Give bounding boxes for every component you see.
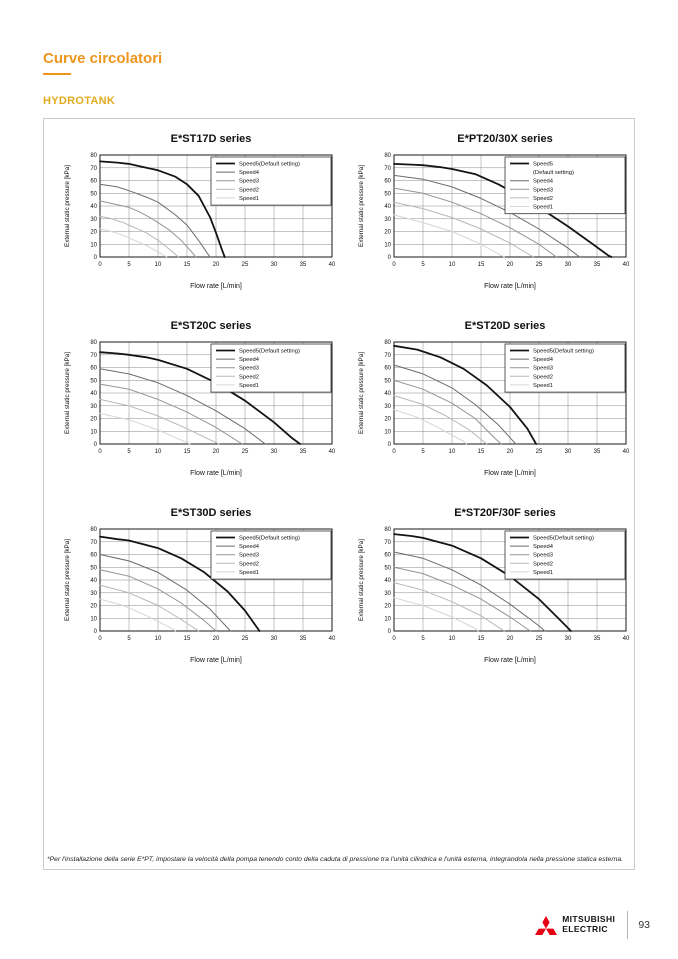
page-subtitle: HYDROTANK	[43, 95, 116, 107]
svg-text:70: 70	[90, 352, 97, 359]
svg-text:Speed3: Speed3	[533, 187, 553, 194]
svg-text:Speed4: Speed4	[239, 544, 259, 551]
chart-canvas	[352, 148, 632, 292]
svg-text:Speed5(Default setting): Speed5(Default setting)	[533, 535, 594, 542]
svg-text:35: 35	[299, 449, 307, 455]
brand	[535, 915, 615, 935]
svg-text:60: 60	[384, 552, 391, 559]
svg-text:70: 70	[384, 165, 391, 172]
svg-text:0: 0	[392, 449, 396, 455]
svg-text:Speed1: Speed1	[239, 569, 259, 576]
footnote: *Per l'installazione della serie E*PT, impostare la velocità della pompa tenendo conto della caduta di pressione tra l'unità cilindrica e l'unità esterna, integrandola nella pressione statica esterna.	[47, 855, 624, 863]
svg-text:40: 40	[384, 204, 391, 210]
chart-canvas	[58, 148, 338, 292]
chart-est17d	[58, 127, 338, 292]
chart-plot	[58, 522, 338, 666]
svg-text:Speed1: Speed1	[533, 204, 553, 211]
svg-text:Speed1: Speed1	[533, 382, 553, 389]
svg-text:0: 0	[392, 636, 396, 642]
page-footer	[535, 911, 650, 939]
svg-text:60: 60	[384, 178, 391, 185]
chart-est20d	[352, 314, 632, 479]
mitsubishi-logo-icon	[535, 916, 557, 935]
svg-text:Speed3: Speed3	[533, 552, 553, 559]
svg-text:5: 5	[127, 636, 131, 642]
chart-plot	[352, 522, 632, 666]
svg-text:Speed3: Speed3	[239, 365, 259, 372]
svg-text:80: 80	[384, 340, 391, 346]
svg-text:80: 80	[90, 340, 97, 346]
title-underline	[43, 73, 71, 75]
svg-text:Flow rate [L/min]: Flow rate [L/min]	[484, 283, 536, 290]
svg-text:0: 0	[387, 255, 391, 261]
svg-text:25: 25	[535, 449, 543, 455]
svg-text:Speed1: Speed1	[533, 569, 553, 576]
svg-text:0: 0	[98, 636, 102, 642]
svg-text:50: 50	[90, 191, 97, 198]
svg-text:Speed1: Speed1	[239, 382, 259, 389]
svg-text:80: 80	[90, 153, 97, 159]
svg-text:20: 20	[506, 262, 514, 268]
svg-text:15: 15	[477, 636, 485, 642]
svg-text:40: 40	[328, 262, 336, 268]
svg-text:External static pressure [kPa]: External static pressure [kPa]	[64, 539, 71, 621]
svg-text:5: 5	[421, 449, 425, 455]
svg-text:Speed2: Speed2	[239, 187, 259, 194]
svg-text:20: 20	[90, 603, 97, 610]
svg-text:35: 35	[593, 449, 601, 455]
svg-text:15: 15	[477, 262, 485, 268]
svg-text:Speed2: Speed2	[239, 561, 259, 568]
svg-text:10: 10	[90, 429, 97, 436]
svg-text:80: 80	[384, 153, 391, 159]
svg-text:30: 30	[384, 590, 391, 597]
svg-text:0: 0	[392, 262, 396, 268]
brand-name	[562, 915, 615, 935]
svg-text:35: 35	[593, 262, 601, 268]
svg-text:External static pressure [kPa]: External static pressure [kPa]	[358, 352, 365, 434]
svg-text:Speed3: Speed3	[533, 365, 553, 372]
svg-text:20: 20	[212, 636, 220, 642]
svg-text:20: 20	[384, 603, 391, 610]
chart-canvas	[58, 522, 338, 666]
svg-text:0: 0	[387, 442, 391, 448]
svg-text:10: 10	[90, 242, 97, 249]
svg-text:5: 5	[127, 262, 131, 268]
svg-text:Speed2: Speed2	[533, 561, 553, 568]
svg-text:15: 15	[477, 449, 485, 455]
svg-text:20: 20	[506, 636, 514, 642]
svg-text:35: 35	[299, 636, 307, 642]
svg-text:10: 10	[448, 636, 456, 642]
svg-text:Speed5(Default setting): Speed5(Default setting)	[239, 161, 300, 168]
svg-text:40: 40	[384, 578, 391, 584]
svg-text:Speed5(Default setting): Speed5(Default setting)	[239, 348, 300, 355]
chart-canvas	[58, 335, 338, 479]
svg-text:40: 40	[384, 391, 391, 397]
svg-text:40: 40	[622, 636, 630, 642]
svg-text:30: 30	[270, 636, 278, 642]
svg-text:50: 50	[90, 378, 97, 385]
svg-text:35: 35	[299, 262, 307, 268]
page-header	[43, 50, 162, 107]
svg-text:Speed5(Default setting): Speed5(Default setting)	[239, 535, 300, 542]
brand-name-line1: MITSUBISHI	[562, 914, 616, 925]
svg-text:20: 20	[212, 449, 220, 455]
svg-text:10: 10	[90, 616, 97, 623]
page-number: 93	[638, 919, 650, 931]
svg-text:30: 30	[270, 449, 278, 455]
svg-text:30: 30	[90, 216, 97, 223]
svg-text:30: 30	[564, 449, 572, 455]
svg-text:15: 15	[183, 636, 191, 642]
svg-text:(Default setting): (Default setting)	[533, 170, 574, 177]
svg-text:Speed5: Speed5	[533, 161, 553, 168]
svg-text:0: 0	[98, 449, 102, 455]
svg-text:10: 10	[384, 242, 391, 249]
svg-text:10: 10	[448, 449, 456, 455]
chart-plot	[58, 335, 338, 479]
svg-text:Speed4: Speed4	[533, 178, 553, 185]
svg-text:20: 20	[384, 416, 391, 423]
svg-text:10: 10	[154, 262, 162, 268]
charts-grid	[44, 119, 634, 666]
svg-text:External static pressure [kPa]: External static pressure [kPa]	[358, 165, 365, 247]
svg-text:30: 30	[384, 403, 391, 410]
svg-text:Flow rate [L/min]: Flow rate [L/min]	[190, 657, 242, 664]
svg-text:50: 50	[384, 378, 391, 385]
svg-text:Speed2: Speed2	[239, 374, 259, 381]
svg-text:15: 15	[183, 262, 191, 268]
chart-est20c	[58, 314, 338, 479]
charts-frame	[43, 118, 635, 870]
svg-text:0: 0	[93, 255, 97, 261]
svg-text:60: 60	[90, 178, 97, 185]
chart-title: E*PT20/30X series	[457, 133, 553, 145]
svg-text:40: 40	[622, 449, 630, 455]
svg-text:25: 25	[241, 636, 249, 642]
svg-text:50: 50	[384, 565, 391, 572]
svg-text:Speed4: Speed4	[533, 357, 553, 364]
chart-est20f-30f	[352, 501, 632, 666]
svg-text:40: 40	[90, 204, 97, 210]
svg-text:Speed4: Speed4	[533, 544, 553, 551]
chart-plot	[352, 335, 632, 479]
svg-text:Speed4: Speed4	[239, 170, 259, 177]
svg-text:10: 10	[448, 262, 456, 268]
svg-text:Flow rate [L/min]: Flow rate [L/min]	[190, 283, 242, 290]
svg-text:External static pressure [kPa]: External static pressure [kPa]	[64, 165, 71, 247]
chart-ept20-30x	[352, 127, 632, 292]
svg-text:Flow rate [L/min]: Flow rate [L/min]	[190, 470, 242, 477]
svg-text:Speed4: Speed4	[239, 357, 259, 364]
svg-text:60: 60	[384, 365, 391, 372]
svg-text:30: 30	[564, 636, 572, 642]
svg-text:10: 10	[154, 636, 162, 642]
svg-text:50: 50	[90, 565, 97, 572]
svg-text:0: 0	[93, 442, 97, 448]
svg-text:Speed1: Speed1	[239, 195, 259, 202]
svg-text:40: 40	[90, 391, 97, 397]
svg-text:20: 20	[90, 416, 97, 423]
svg-text:20: 20	[90, 229, 97, 236]
chart-plot	[58, 148, 338, 292]
svg-text:25: 25	[535, 636, 543, 642]
svg-text:35: 35	[593, 636, 601, 642]
svg-text:Speed3: Speed3	[239, 552, 259, 559]
svg-text:0: 0	[93, 629, 97, 635]
svg-text:External static pressure [kPa]: External static pressure [kPa]	[358, 539, 365, 621]
svg-text:40: 40	[328, 449, 336, 455]
svg-text:30: 30	[90, 590, 97, 597]
chart-title: E*ST20D series	[464, 320, 546, 332]
svg-text:25: 25	[241, 262, 249, 268]
chart-title: E*ST20F/30F series	[454, 507, 556, 519]
svg-text:10: 10	[154, 449, 162, 455]
svg-text:10: 10	[384, 429, 391, 436]
footer-divider	[627, 911, 628, 939]
svg-text:40: 40	[328, 636, 336, 642]
svg-text:50: 50	[384, 191, 391, 198]
svg-text:25: 25	[241, 449, 249, 455]
svg-text:Speed3: Speed3	[239, 178, 259, 185]
svg-text:70: 70	[90, 165, 97, 172]
svg-text:70: 70	[90, 539, 97, 546]
svg-text:20: 20	[506, 449, 514, 455]
brand-name-line2: ELECTRIC	[562, 924, 608, 934]
svg-text:60: 60	[90, 552, 97, 559]
chart-title: E*ST20C series	[170, 320, 252, 332]
svg-text:Flow rate [L/min]: Flow rate [L/min]	[484, 657, 536, 664]
svg-text:25: 25	[535, 262, 543, 268]
svg-text:70: 70	[384, 352, 391, 359]
svg-text:20: 20	[212, 262, 220, 268]
svg-text:70: 70	[384, 539, 391, 546]
svg-text:40: 40	[622, 262, 630, 268]
svg-text:5: 5	[127, 449, 131, 455]
svg-text:30: 30	[90, 403, 97, 410]
chart-canvas	[352, 522, 632, 666]
svg-text:Speed5(Default setting): Speed5(Default setting)	[533, 348, 594, 355]
svg-text:Speed2: Speed2	[533, 195, 553, 202]
svg-text:80: 80	[90, 527, 97, 533]
svg-text:10: 10	[384, 616, 391, 623]
chart-est30d	[58, 501, 338, 666]
svg-text:80: 80	[384, 527, 391, 533]
svg-text:60: 60	[90, 365, 97, 372]
svg-text:Flow rate [L/min]: Flow rate [L/min]	[484, 470, 536, 477]
svg-text:15: 15	[183, 449, 191, 455]
svg-text:20: 20	[384, 229, 391, 236]
chart-canvas	[352, 335, 632, 479]
chart-title: E*ST17D series	[170, 133, 252, 145]
svg-text:5: 5	[421, 262, 425, 268]
svg-text:Speed2: Speed2	[533, 374, 553, 381]
svg-text:30: 30	[564, 262, 572, 268]
svg-text:40: 40	[90, 578, 97, 584]
svg-text:0: 0	[387, 629, 391, 635]
svg-text:0: 0	[98, 262, 102, 268]
svg-text:30: 30	[270, 262, 278, 268]
chart-title: E*ST30D series	[170, 507, 252, 519]
svg-text:External static pressure [kPa]: External static pressure [kPa]	[64, 352, 71, 434]
page-title: Curve circolatori	[43, 50, 163, 67]
svg-text:5: 5	[421, 636, 425, 642]
svg-text:30: 30	[384, 216, 391, 223]
chart-plot	[352, 148, 632, 292]
